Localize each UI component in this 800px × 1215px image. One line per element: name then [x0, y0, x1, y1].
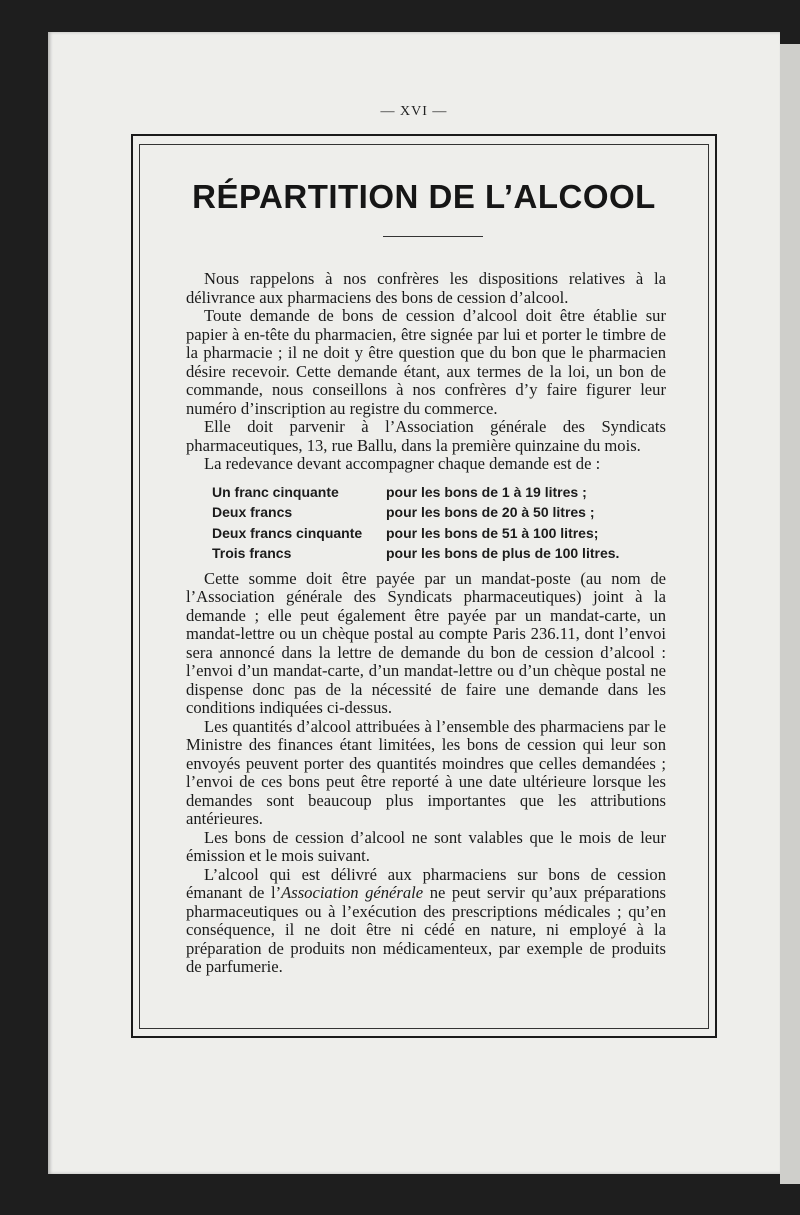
- paragraph-validity: Les bons de cession d’alcool ne sont valables que le mois de leur émission et le mois suivant.: [186, 827, 666, 865]
- fee-row: [212, 482, 619, 503]
- paragraph-deadline: Elle doit parvenir à l’Association générale des Syndicats pharmaceutiques, 13, rue Ballu, dans la première quinzaine du mois.: [186, 417, 666, 455]
- paragraph-intro: Nous rappelons à nos confrères les dispositions relatives à la délivrance aux pharmaciens des bons de cession d’alcool.: [186, 269, 666, 307]
- paragraph-fee-intro: La redevance devant accompagner chaque demande est de :: [204, 454, 601, 473]
- usage-text-end: ne peut servir qu’aux préparations pharmaceutiques ou à l’exécution des prescriptions médicales ; qu’en conséquence, il ne doit être ni cédé en nature, ni employé à la préparation de produits non médicamenteux, par exemple de produits de parfumerie.: [186, 883, 666, 976]
- usage-text-start: L’alcool qui est délivré aux pharmaciens sur bons de cession émanant de l’: [186, 864, 666, 902]
- paragraph-quantities: Les quantités d’alcool attribuées à l’ensemble des pharmaciens par le Ministre des finances étant limitées, les bons de cession qui leur son envoyés peuvent porter des quantités moindres que celles demandées ; l’envoi de ces bons peut être reporté à une date ultérieure lorsque les demandes sont beaucoup plus importantes que les attributions antérieures.: [186, 716, 666, 828]
- fee-amount: Trois francs: [212, 545, 292, 561]
- paragraph-request-form: Toute demande de bons de cession d’alcool doit être établie sur papier à en-tête du pharmacien, être signée par lui et porter le timbre de la pharmacie ; il ne doit y être question que du bon que le pharmacien désire recevoir. Cette demande étant, aux termes de la loi, un bon de commande, nous conseillons à nos confrères d’y faire figurer leur numéro d’inscription au registre du commerce.: [186, 306, 666, 418]
- fee-range: pour les bons de 20 à 50 litres ;: [386, 504, 595, 520]
- paragraph-usage: [186, 866, 666, 977]
- page-number: — XVI —: [380, 104, 448, 119]
- paragraph-payment: Cette somme doit être payée par un mandat-poste (au nom de l’Association générale des Syndicats pharmaceutiques) joint à la demande ; elle peut également être payée par un mandat-carte, un mandat-lettre ou un chèque postal au compte Paris 236.11, dont l’envoi sera annoncé dans la lettre de demande du bon de cession d’alcool : l’envoi d’un mandat-carte, d’un mandat-lettre ou d’un chèque postal ne dispense donc pas de la nécessité de faire une demande dans les conditions indiquées ci-dessus.: [186, 568, 666, 717]
- title-divider: [383, 236, 483, 237]
- fee-row: [212, 543, 619, 564]
- fee-amount: Deux francs: [212, 504, 293, 520]
- fee-row: [212, 523, 619, 544]
- fee-range: pour les bons de 1 à 19 litres ;: [386, 483, 587, 500]
- fee-row: [212, 502, 619, 523]
- association-name: Association générale: [281, 883, 424, 902]
- page-title: RÉPARTITION DE L’ALCOOL: [192, 178, 656, 215]
- notice-body: [186, 270, 666, 977]
- fee-range: pour les bons de plus de 100 litres.: [386, 545, 620, 561]
- fee-table: [212, 482, 619, 564]
- page-edge: [780, 44, 800, 1184]
- fee-amount: Deux francs cinquante: [212, 524, 363, 541]
- fee-amount: Un franc cinquante: [212, 483, 339, 500]
- fee-range: pour les bons de 51 à 100 litres;: [386, 524, 599, 541]
